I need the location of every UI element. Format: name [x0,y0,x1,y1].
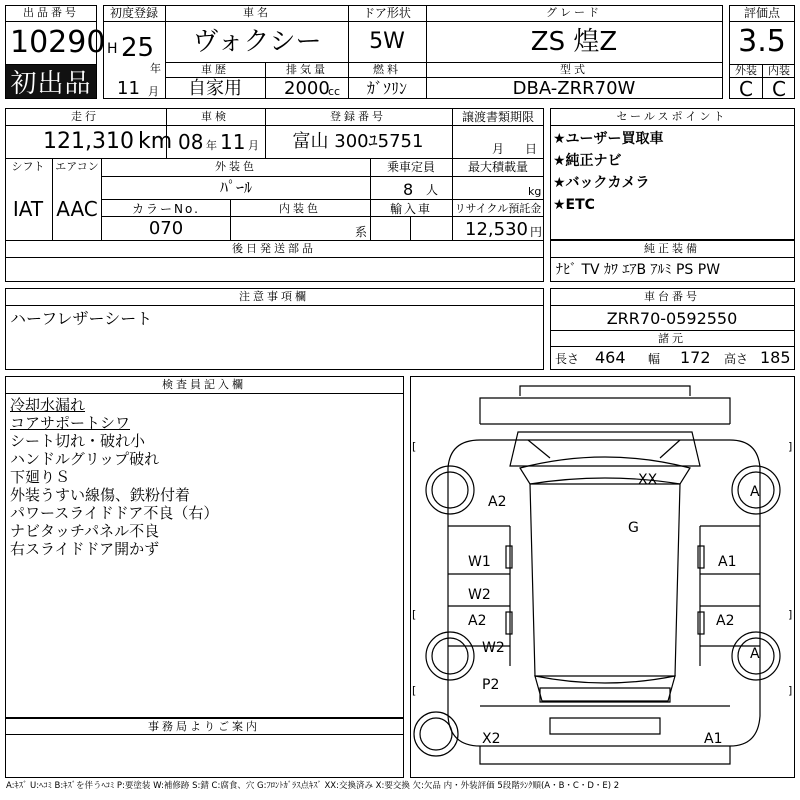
grade: ZS 煌Z [530,27,618,57]
svg-text:[: [ [412,684,417,697]
mark-w1-left: W1 [468,554,491,570]
mark-w2-left: W2 [468,587,491,603]
equipment-list: ﾅﾋﾞ TV ｶﾜ ｴｱB ｱﾙﾐ PS PW [556,262,721,278]
inspection-month-unit: 月 [248,139,259,152]
plate-label: 登録番号 [330,110,386,123]
inspector-note-line: ナビタッチパネル不良 [10,522,160,540]
notes-label: 注意事項欄 [239,290,309,303]
transfer-day-unit: 日 [525,142,538,156]
interior-grade: C [772,77,786,101]
later-parts-label: 後日発送部品 [232,242,316,255]
capacity: 8 [403,180,414,199]
svg-text:]: ] [788,608,793,621]
lot-number: 10290 [10,25,106,60]
mark-p2-left: P2 [482,677,500,693]
width-label: 幅 [648,352,661,366]
inspector-note-line: 外装うすい線傷、鉄粉付着 [10,486,191,504]
mark-a2-right-rear: A2 [716,613,735,629]
dimensions-label: 諸元 [658,332,686,345]
score-label: 評価点 [743,6,781,20]
grade-label: グレード [546,6,602,19]
door-label: ドア形状 [363,6,411,20]
legend: A:ｷｽﾞ U:ﾍｺﾐ B:ｷｽﾞを伴うﾍｺﾐ P:要塗装 W:補修跡 S:錆 C:腐食、穴 G:ﾌﾛﾝﾄｶﾞﾗｽ点ｷｽﾞ XX:交換済み X:要交換 欠:欠品 内・外装評価 5段階ﾗﾝｸ順(A・B・C・D・E) 2 [6,781,620,791]
import-label: 輸入車 [389,202,433,216]
year-unit: 年 [150,62,161,75]
sales-points-label: セールスポイント [616,110,728,123]
capacity-unit: 人 [426,183,439,197]
model-code: DBA-ZRR70W [512,78,636,99]
overall-score: 3.5 [738,24,786,59]
inspector-label: 検査員記入欄 [162,378,246,391]
max-load-label: 最大積載量 [467,160,529,174]
ac-label: エアコン [55,160,99,173]
capacity-label: 乗車定員 [386,160,436,174]
recycle-label: リサイクル預託金 [454,202,542,215]
office-label: 事務局よりご案内 [148,720,260,733]
inspector-note-line: 下廻りＳ [10,468,71,486]
length: 464 [595,348,626,367]
inspection-year: 08 [178,130,204,154]
mileage-label: 走行 [71,110,99,123]
inspector-note-line: シート切れ・破れ小 [10,432,146,450]
inspection-year-unit: 年 [206,139,217,152]
color-number-label: カラーNo. [132,202,200,216]
mark-xx: XX [638,472,658,488]
mileage: 121,310 [43,129,134,154]
recycle-deposit: 12,530 [465,219,528,240]
mark-a1-right-front: A1 [718,554,737,570]
fuel: ｶﾞｿﾘﾝ [366,79,408,98]
model-label: 型式 [560,63,588,76]
mark-a-right-rear: A [750,646,760,662]
width: 172 [680,348,711,367]
era: H [107,41,118,57]
chassis-number: ZRR70-0592550 [606,309,738,328]
history: 自家用 [188,78,242,99]
exterior-grade: C [739,77,753,101]
displacement: 2000 [284,78,330,99]
exterior-color-label: 外装色 [215,160,257,173]
height: 185 [760,348,791,367]
displacement-unit: cc [328,85,341,98]
car-name: ヴォクシー [192,27,322,57]
inspector-note-line: コアサポートシワ [10,414,131,432]
inspector-note-line: ハンドルグリップ破れ [10,450,160,468]
svg-text:]: ] [788,440,793,453]
notes-text: ハーフレザーシート [10,309,153,328]
chassis-label: 車台番号 [644,290,700,303]
sales-point-item: ★バックカメラ [553,175,650,191]
interior-color-unit: 系 [355,225,368,239]
mark-x2-rear: X2 [482,731,501,747]
lot-number-label: 出品番号 [23,6,79,19]
mark-a2-left-rear: A2 [468,613,487,629]
fuel-label: 燃料 [373,63,401,76]
mileage-unit: km [138,129,173,154]
sales-point-item: ★ユーザー買取車 [553,131,664,147]
inspector-notes [10,396,218,558]
mark-a1-rear: A1 [704,731,723,747]
registration-year: 25 [121,33,155,63]
displacement-label: 排気量 [286,63,328,76]
door-type: 5W [369,29,405,54]
sales-point-item: ★ETC [553,197,595,213]
transfer-month-unit: 月 [492,142,505,156]
exterior-label: 外装 [735,64,757,77]
transfer-deadline-label: 譲渡書類期限 [461,110,535,124]
length-label: 長さ [555,352,580,366]
color-number: 070 [148,218,184,239]
svg-text:[: [ [412,440,417,453]
damage-diagram [410,376,795,778]
history-label: 車歴 [201,63,229,76]
inspection-month: 11 [220,130,246,154]
shift: IAT [12,197,44,221]
inspector-note-line: 冷却水漏れ [10,396,86,414]
sales-points-box [550,108,795,240]
mark-w2-left-rear: W2 [482,640,505,656]
sales-point-item: ★純正ナビ [553,153,622,169]
first-registration-label: 初度登録 [109,6,159,20]
registration-month: 11 [117,78,140,99]
car-name-label: 車名 [243,6,271,19]
air-conditioner: AAC [56,197,98,221]
mark-a2-left-front: A2 [488,494,507,510]
inspection-label: 車検 [201,110,229,123]
svg-text:[: [ [412,608,417,621]
inspector-note-line: 右スライドドア開かず [10,540,160,558]
max-load-unit: kg [528,185,542,198]
shift-label: シフト [11,160,45,173]
exterior-color: ﾊﾟｰﾙ [219,178,253,197]
interior-label: 内装 [768,64,790,77]
plate-number: 富山 300ﾕ5751 [292,131,424,152]
equipment-label: 純正装備 [644,242,700,255]
svg-text:]: ] [788,684,793,697]
recycle-unit: 円 [530,225,543,239]
mark-a-right-front: A [750,484,760,500]
first-listing-badge: 初出品 [6,65,96,98]
mark-g: G [628,520,639,536]
month-unit: 月 [148,85,159,98]
inspector-note-line: パワースライドドア不良（右） [10,504,219,522]
height-label: 高さ [724,352,749,366]
interior-color-label: 内装色 [279,202,321,215]
